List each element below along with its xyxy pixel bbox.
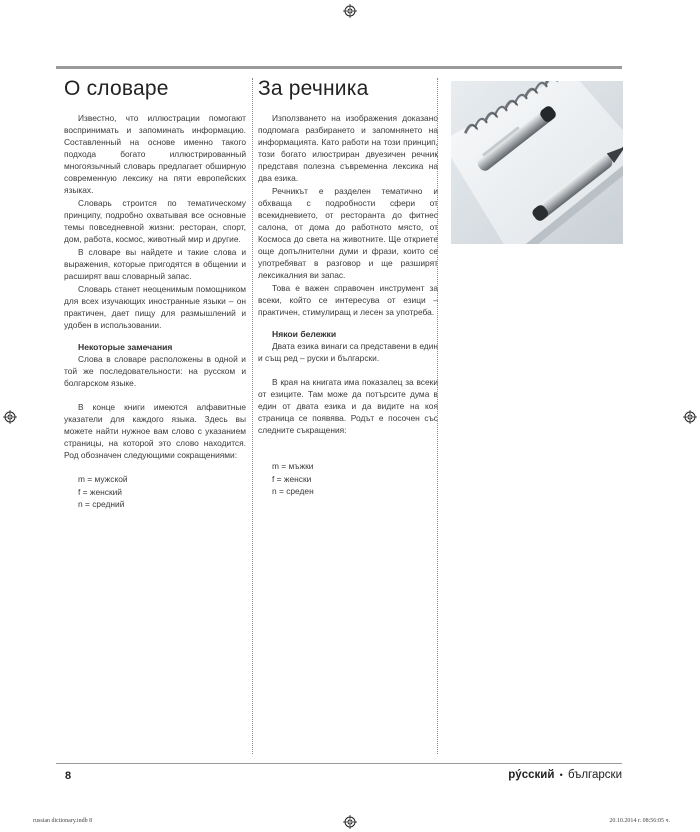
column-bulgarian	[258, 76, 438, 498]
abbreviation-item: n = среден	[272, 486, 314, 496]
abbreviation-list-bulgarian	[258, 460, 438, 498]
column-body-bulgarian	[258, 112, 438, 498]
paragraph: Двата езика винаги са представени в един и същ ред – руски и български.	[258, 341, 438, 363]
paragraph: Използването на изображения доказано подпомага разбирането и запомнянето на информацията. Като работи на този принцип, този богато илюстриран двуезичен речник представя полезна съвременна лексика на два езика.	[258, 113, 438, 183]
abbreviation-item: m = мъжки	[272, 461, 314, 471]
paragraph: Известно, что иллюстрации помогают воспринимать и запоминать информацию. Составленный на основе именно такого подхода богато иллюстрированный многоязычный словарь предлагает обширную современную лексику на пяти европейских языках.	[64, 113, 246, 195]
paragraph: Това е важен справочен инструмент за всеки, който се интересува от езици – практичен, стимулиращ и лесен за употреба.	[258, 283, 438, 317]
paragraph: В конце книги имеются алфавитные указатели для каждого языка. Здесь вы можете найти нужное вам слово с указанием страницы, на которой это слово находится. Род обозначен следующими сокращениями:	[64, 402, 246, 460]
column-body-russian	[64, 112, 246, 511]
print-slug-left: russian dictionary.indb 8	[33, 818, 93, 824]
abbreviation-item: m = мужской	[78, 474, 128, 484]
registration-mark-icon	[683, 410, 697, 424]
registration-mark-icon	[3, 410, 17, 424]
registration-mark-icon	[343, 815, 357, 829]
paragraph: Словарь станет неоценимым помощником для всех изучающих иностранные языки – он практичен, дает пищу для размышлений и удобен в использовании.	[64, 284, 246, 330]
column-title-bulgarian: За речника	[258, 77, 369, 100]
print-slug-right: 20.10.2014 г. 08:56:05 ч.	[609, 818, 670, 824]
column-divider	[252, 78, 253, 754]
paragraph: Словарь строится по тематическому принципу, подробно охватывая все основные темы повседневной жизни: ресторан, спорт, дом, работа, космос, животный мир и другие.	[64, 198, 246, 244]
abbreviation-item: f = женски	[272, 473, 312, 484]
paragraph: В словаре вы найдете и такие слова и выражения, которые пригодятся в общении и расширят ваш словарный запас.	[64, 247, 246, 281]
paragraph: Речникът е разделен тематично и обхваща с подробности сфери от всекидневието, от ресторанта до фитнес салона, от дома до работното място, от Космоса до света на животните. Ще откриете още допълнителни думи и фрази, които се употребяват в разговор и ще разширят лексикалния ви запас.	[258, 186, 438, 280]
top-rule	[56, 66, 622, 69]
column-title-russian: О словаре	[64, 77, 169, 100]
notebook-pen-photo	[451, 81, 623, 244]
bottom-rule	[56, 763, 622, 764]
language-primary: рýсский	[508, 769, 555, 781]
column-divider	[437, 78, 438, 754]
abbreviation-list-russian	[64, 473, 246, 511]
registration-mark-icon	[343, 4, 357, 18]
page-number: 8	[65, 770, 72, 782]
abbreviation-item: f = женский	[78, 486, 122, 497]
language-separator: •	[559, 770, 563, 780]
language-secondary: български	[567, 769, 622, 781]
language-tag	[508, 769, 622, 781]
column-russian	[64, 76, 246, 511]
paragraph: Слова в словаре расположены в одной и той же последовательности: на русском и болгарском языке.	[64, 354, 246, 388]
notes-heading-bulgarian: Някои бележки	[272, 329, 337, 339]
notes-heading-russian: Некоторые замечания	[78, 342, 173, 352]
paragraph: В края на книгата има показалец за всеки от езиците. Там може да потърсите дума в един от двата езика и да видите на коя страница се появява. Родът е посочен със следните съкращения:	[258, 377, 438, 435]
abbreviation-item: n = средний	[78, 499, 125, 509]
